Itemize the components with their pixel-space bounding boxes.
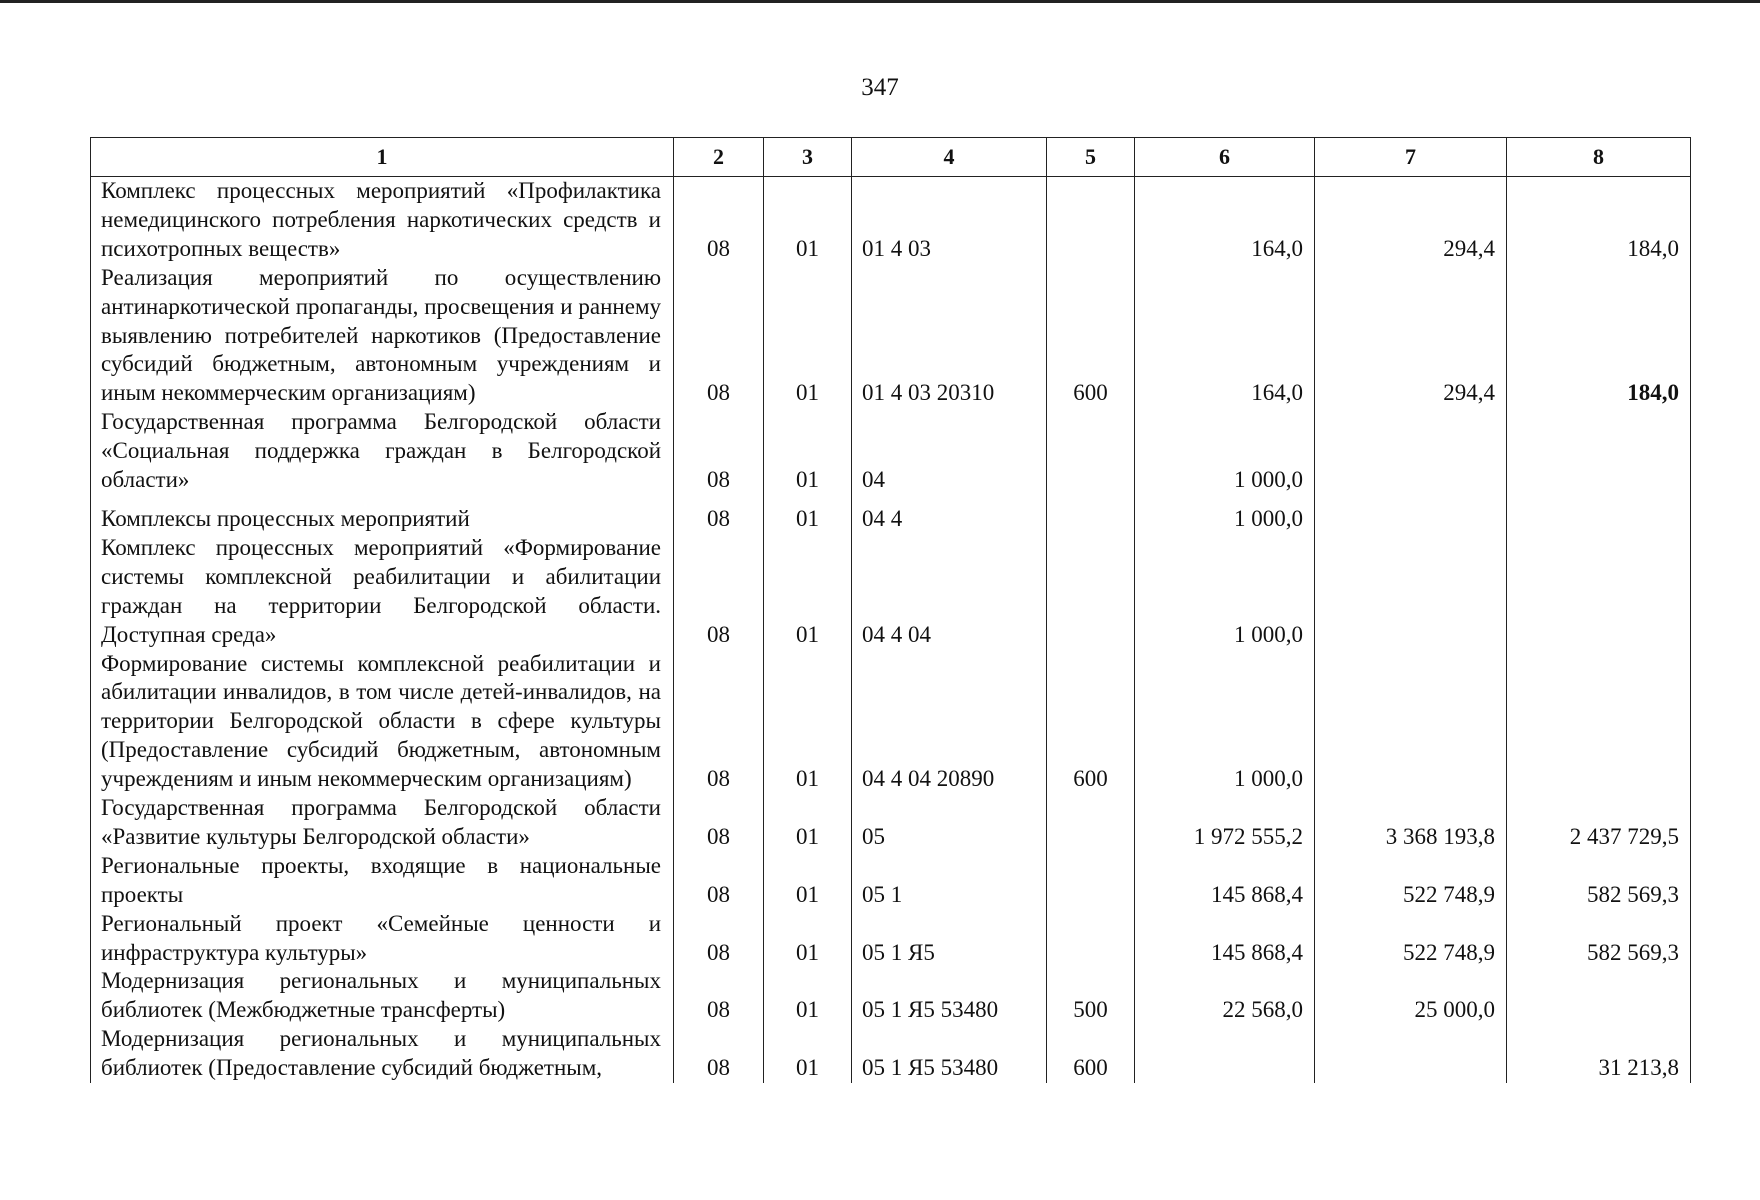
table-row <box>91 505 1691 534</box>
cell-expense-type: 600 <box>1047 650 1135 795</box>
cell-target-code: 05 <box>852 794 1047 852</box>
cell-amount-8: 582 569,3 <box>1507 910 1691 968</box>
cell-target-code: 01 4 03 20310 <box>852 264 1047 409</box>
cell-amount-8 <box>1507 650 1691 795</box>
header-row <box>91 138 1691 177</box>
cell-subsection: 01 <box>764 505 852 534</box>
cell-subsection: 01 <box>764 910 852 968</box>
cell-section: 08 <box>674 650 764 795</box>
cell-expense-type <box>1047 852 1135 910</box>
cell-expense-type <box>1047 505 1135 534</box>
cell-subsection: 01 <box>764 650 852 795</box>
cell-amount-7 <box>1315 534 1507 650</box>
cell-amount-6: 1 000,0 <box>1135 505 1315 534</box>
cell-target-code: 01 4 03 <box>852 177 1047 264</box>
cell-target-code: 05 1 <box>852 852 1047 910</box>
cell-amount-7: 522 748,9 <box>1315 910 1507 968</box>
column-header: 8 <box>1507 138 1691 177</box>
cell-section: 08 <box>674 1025 764 1083</box>
cell-section: 08 <box>674 264 764 409</box>
row-name: Формирование системы комплексной реабилитации и абилитации инвалидов, в том числе детей-инвалидов, на территории Белгородской области в сфере культуры (Предоставление субсидий бюджетным, автономным учреждениям и иным некоммерческим организациям) <box>91 650 674 795</box>
column-header: 2 <box>674 138 764 177</box>
table-row <box>91 1025 1691 1083</box>
cell-amount-6: 164,0 <box>1135 177 1315 264</box>
cell-amount-8: 184,0 <box>1507 264 1691 409</box>
cell-subsection: 01 <box>764 852 852 910</box>
cell-target-code: 04 4 04 <box>852 534 1047 650</box>
cell-amount-8 <box>1507 967 1691 1025</box>
row-name: Государственная программа Белгородской области «Социальная поддержка граждан в Белгородской области» <box>91 408 674 505</box>
cell-expense-type <box>1047 177 1135 264</box>
cell-amount-6 <box>1135 1025 1315 1083</box>
cell-target-code: 05 1 Я5 53480 <box>852 1025 1047 1083</box>
cell-subsection: 01 <box>764 408 852 505</box>
cell-amount-8 <box>1507 534 1691 650</box>
column-header: 6 <box>1135 138 1315 177</box>
table-row <box>91 650 1691 795</box>
cell-target-code: 04 4 04 20890 <box>852 650 1047 795</box>
table-row <box>91 534 1691 650</box>
cell-amount-6: 1 000,0 <box>1135 650 1315 795</box>
table-row <box>91 264 1691 409</box>
cell-section: 08 <box>674 852 764 910</box>
top-border-line <box>0 0 1760 3</box>
cell-amount-8: 31 213,8 <box>1507 1025 1691 1083</box>
cell-amount-8 <box>1507 408 1691 505</box>
cell-section: 08 <box>674 177 764 264</box>
column-header: 3 <box>764 138 852 177</box>
cell-amount-7: 25 000,0 <box>1315 967 1507 1025</box>
cell-amount-6: 22 568,0 <box>1135 967 1315 1025</box>
cell-amount-6: 145 868,4 <box>1135 910 1315 968</box>
cell-subsection: 01 <box>764 177 852 264</box>
row-name: Реализация мероприятий по осуществлению антинаркотической пропаганды, просвещения и раннему выявлению потребителей наркотиков (Предоставление субсидий бюджетным, автономным учреждениям и иным некоммерческим организациям) <box>91 264 674 409</box>
cell-amount-7: 3 368 193,8 <box>1315 794 1507 852</box>
cell-amount-7 <box>1315 408 1507 505</box>
table-row <box>91 177 1691 264</box>
cell-subsection: 01 <box>764 534 852 650</box>
cell-amount-7 <box>1315 650 1507 795</box>
cell-section: 08 <box>674 910 764 968</box>
cell-section: 08 <box>674 534 764 650</box>
table-row <box>91 408 1691 505</box>
budget-table <box>90 137 1691 1083</box>
cell-subsection: 01 <box>764 967 852 1025</box>
column-header: 7 <box>1315 138 1507 177</box>
cell-amount-8 <box>1507 505 1691 534</box>
cell-section: 08 <box>674 505 764 534</box>
cell-expense-type: 500 <box>1047 967 1135 1025</box>
cell-amount-7: 294,4 <box>1315 264 1507 409</box>
column-header: 4 <box>852 138 1047 177</box>
page-number: 347 <box>861 74 899 101</box>
cell-subsection: 01 <box>764 264 852 409</box>
cell-expense-type: 600 <box>1047 264 1135 409</box>
cell-amount-7: 294,4 <box>1315 177 1507 264</box>
row-name: Комплекс процессных мероприятий «Формирование системы комплексной реабилитации и абилитации граждан на территории Белгородской области. Доступная среда» <box>91 534 674 650</box>
cell-expense-type: 600 <box>1047 1025 1135 1083</box>
table-row <box>91 910 1691 968</box>
cell-target-code: 05 1 Я5 53480 <box>852 967 1047 1025</box>
cell-section: 08 <box>674 967 764 1025</box>
cell-target-code: 04 4 <box>852 505 1047 534</box>
cell-amount-6: 1 000,0 <box>1135 408 1315 505</box>
cell-expense-type <box>1047 910 1135 968</box>
table-row <box>91 852 1691 910</box>
table-row <box>91 967 1691 1025</box>
column-header: 1 <box>91 138 674 177</box>
row-name: Региональный проект «Семейные ценности и инфраструктура культуры» <box>91 910 674 968</box>
row-name: Модернизация региональных и муниципальных библиотек (Предоставление субсидий бюджетным, <box>91 1025 674 1083</box>
cell-amount-7: 522 748,9 <box>1315 852 1507 910</box>
cell-subsection: 01 <box>764 1025 852 1083</box>
cell-expense-type <box>1047 408 1135 505</box>
cell-section: 08 <box>674 408 764 505</box>
cell-amount-6: 1 972 555,2 <box>1135 794 1315 852</box>
cell-amount-8: 184,0 <box>1507 177 1691 264</box>
cell-amount-6: 145 868,4 <box>1135 852 1315 910</box>
cell-amount-6: 1 000,0 <box>1135 534 1315 650</box>
cell-amount-7 <box>1315 1025 1507 1083</box>
table-row <box>91 794 1691 852</box>
cell-amount-6: 164,0 <box>1135 264 1315 409</box>
row-name: Региональные проекты, входящие в национальные проекты <box>91 852 674 910</box>
cell-expense-type <box>1047 794 1135 852</box>
cell-target-code: 04 <box>852 408 1047 505</box>
column-header: 5 <box>1047 138 1135 177</box>
row-name: Комплексы процессных мероприятий <box>91 505 674 534</box>
cell-section: 08 <box>674 794 764 852</box>
cell-subsection: 01 <box>764 794 852 852</box>
row-name: Государственная программа Белгородской области «Развитие культуры Белгородской области» <box>91 794 674 852</box>
row-name: Комплекс процессных мероприятий «Профилактика немедицинского потребления наркотических средств и психотропных веществ» <box>91 177 674 264</box>
cell-target-code: 05 1 Я5 <box>852 910 1047 968</box>
cell-amount-8: 2 437 729,5 <box>1507 794 1691 852</box>
cell-amount-8: 582 569,3 <box>1507 852 1691 910</box>
row-name: Модернизация региональных и муниципальных библиотек (Межбюджетные трансферты) <box>91 967 674 1025</box>
cell-expense-type <box>1047 534 1135 650</box>
cell-amount-7 <box>1315 505 1507 534</box>
